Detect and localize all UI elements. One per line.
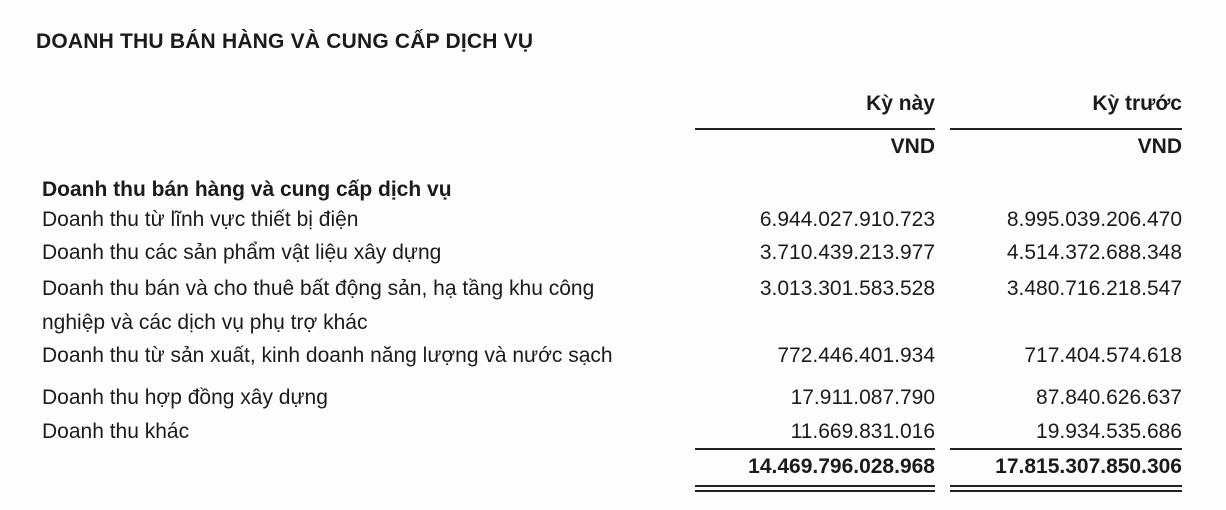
row-value-current: 3.710.439.213.977 [759,241,935,264]
row-value-previous: 87.840.626.637 [1036,386,1182,409]
row-value-current: 6.944.027.910.723 [759,208,935,231]
total-value-previous: 17.815.307.850.306 [995,455,1182,478]
column-unit-previous: VND [1137,135,1182,158]
row-value-current: 17.911.087.790 [790,386,935,409]
row-label: Doanh thu từ sản xuất, kinh doanh năng lượng và nước sạch [42,344,613,367]
row-value-current: 772.446.401.934 [777,344,935,367]
row-label-continuation: nghiệp và các dịch vụ phụ trợ khác [42,311,368,334]
row-value-previous: 3.480.716.218.547 [1006,277,1182,300]
double-underline-previous [950,485,1182,492]
section-heading: Doanh thu bán hàng và cung cấp dịch vụ [42,178,452,201]
row-value-previous: 717.404.574.618 [1024,344,1182,367]
column-unit-current: VND [890,135,935,158]
row-label: Doanh thu khác [42,420,190,443]
page-title: DOANH THU BÁN HÀNG VÀ CUNG CẤP DỊCH VỤ [36,30,534,53]
total-value-current: 14.469.796.028.968 [748,455,935,478]
column-header-current-period: Kỳ này [866,92,935,115]
subtotal-rule-current [695,448,935,450]
double-underline-current [695,485,935,492]
row-label: Doanh thu từ lĩnh vực thiết bị điện [42,208,359,231]
header-rule-current [695,128,935,130]
row-label: Doanh thu hợp đồng xây dựng [42,386,328,409]
row-value-current: 3.013.301.583.528 [759,277,935,300]
row-value-previous: 19.934.535.686 [1036,420,1182,443]
row-value-previous: 4.514.372.688.348 [1006,241,1182,264]
row-value-previous: 8.995.039.206.470 [1006,208,1182,231]
row-label: Doanh thu các sản phẩm vật liệu xây dựng [42,241,442,264]
column-header-previous-period: Kỳ trước [1092,92,1182,115]
subtotal-rule-previous [950,448,1182,450]
header-rule-previous [950,128,1182,130]
row-value-current: 11.669.831.016 [790,420,935,443]
row-label: Doanh thu bán và cho thuê bất động sản, hạ tầng khu công [42,277,595,300]
